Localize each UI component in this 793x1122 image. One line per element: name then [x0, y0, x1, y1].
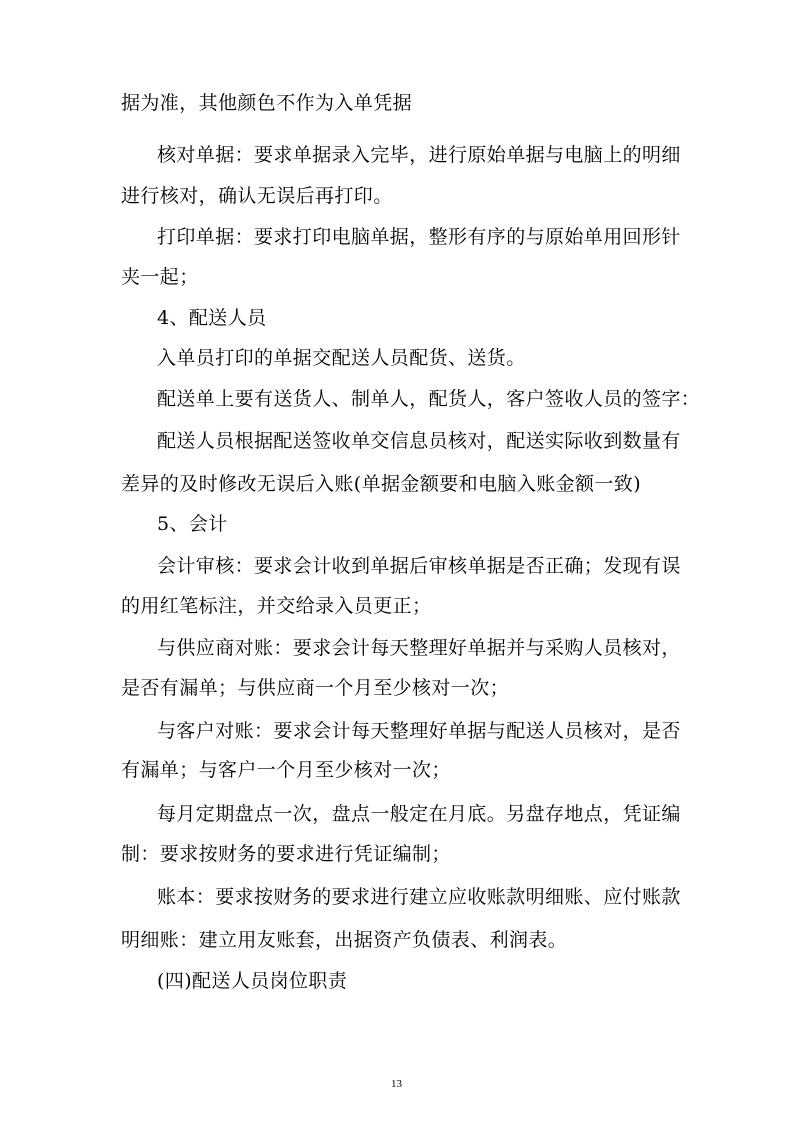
text-line: 是否有漏单；与供应商一个月至少核对一次； — [121, 677, 510, 699]
text-line: 配送单上要有送货人、制单人，配货人，客户签收人员的签字： — [157, 388, 701, 410]
text-line: 5、会计 — [157, 513, 228, 535]
text-line: 与客户对账：要求会计每天整理好单据与配送人员核对，是否 — [157, 720, 681, 742]
text-line: 制：要求按财务的要求进行凭证编制； — [121, 843, 451, 865]
text-line: 差异的及时修改无误后入账(单据金额要和电脑入账金额一致) — [121, 473, 642, 495]
text-line: 账本：要求按财务的要求进行建立应收账款明细账、应付账款 — [157, 886, 681, 908]
page-number: 13 — [391, 1078, 402, 1090]
text-line: 的用红笔标注，并交给录入员更正； — [121, 595, 432, 617]
text-line: 入单员打印的单据交配送人员配货、送货。 — [157, 347, 526, 369]
text-line: 与供应商对账：要求会计每天整理好单据并与采购人员核对， — [157, 637, 681, 659]
text-line: (四)配送人员岗位职责 — [157, 970, 348, 992]
text-line: 每月定期盘点一次，盘点一般定在月底。另盘存地点，凭证编 — [157, 803, 681, 825]
text-line: 打印单据：要求打印电脑单据，整形有序的与原始单用回形针 — [157, 226, 681, 248]
text-line: 进行核对，确认无误后再打印。 — [121, 185, 393, 207]
text-line: 4、配送人员 — [157, 307, 267, 329]
text-line: 核对单据：要求单据录入完毕，进行原始单据与电脑上的明细 — [157, 144, 681, 166]
text-line: 夹一起； — [121, 266, 199, 288]
text-line: 有漏单；与客户一个月至少核对一次； — [121, 759, 451, 781]
text-line: 会计审核：要求会计收到单据后审核单据是否正确；发现有误 — [157, 555, 681, 577]
text-line: 明细账：建立用友账套，出据资产负债表、利润表。 — [121, 929, 568, 951]
text-line: 据为准，其他颜色不作为入单凭据 — [121, 92, 413, 114]
text-line: 配送人员根据配送签收单交信息员核对，配送实际收到数量有 — [157, 430, 681, 452]
